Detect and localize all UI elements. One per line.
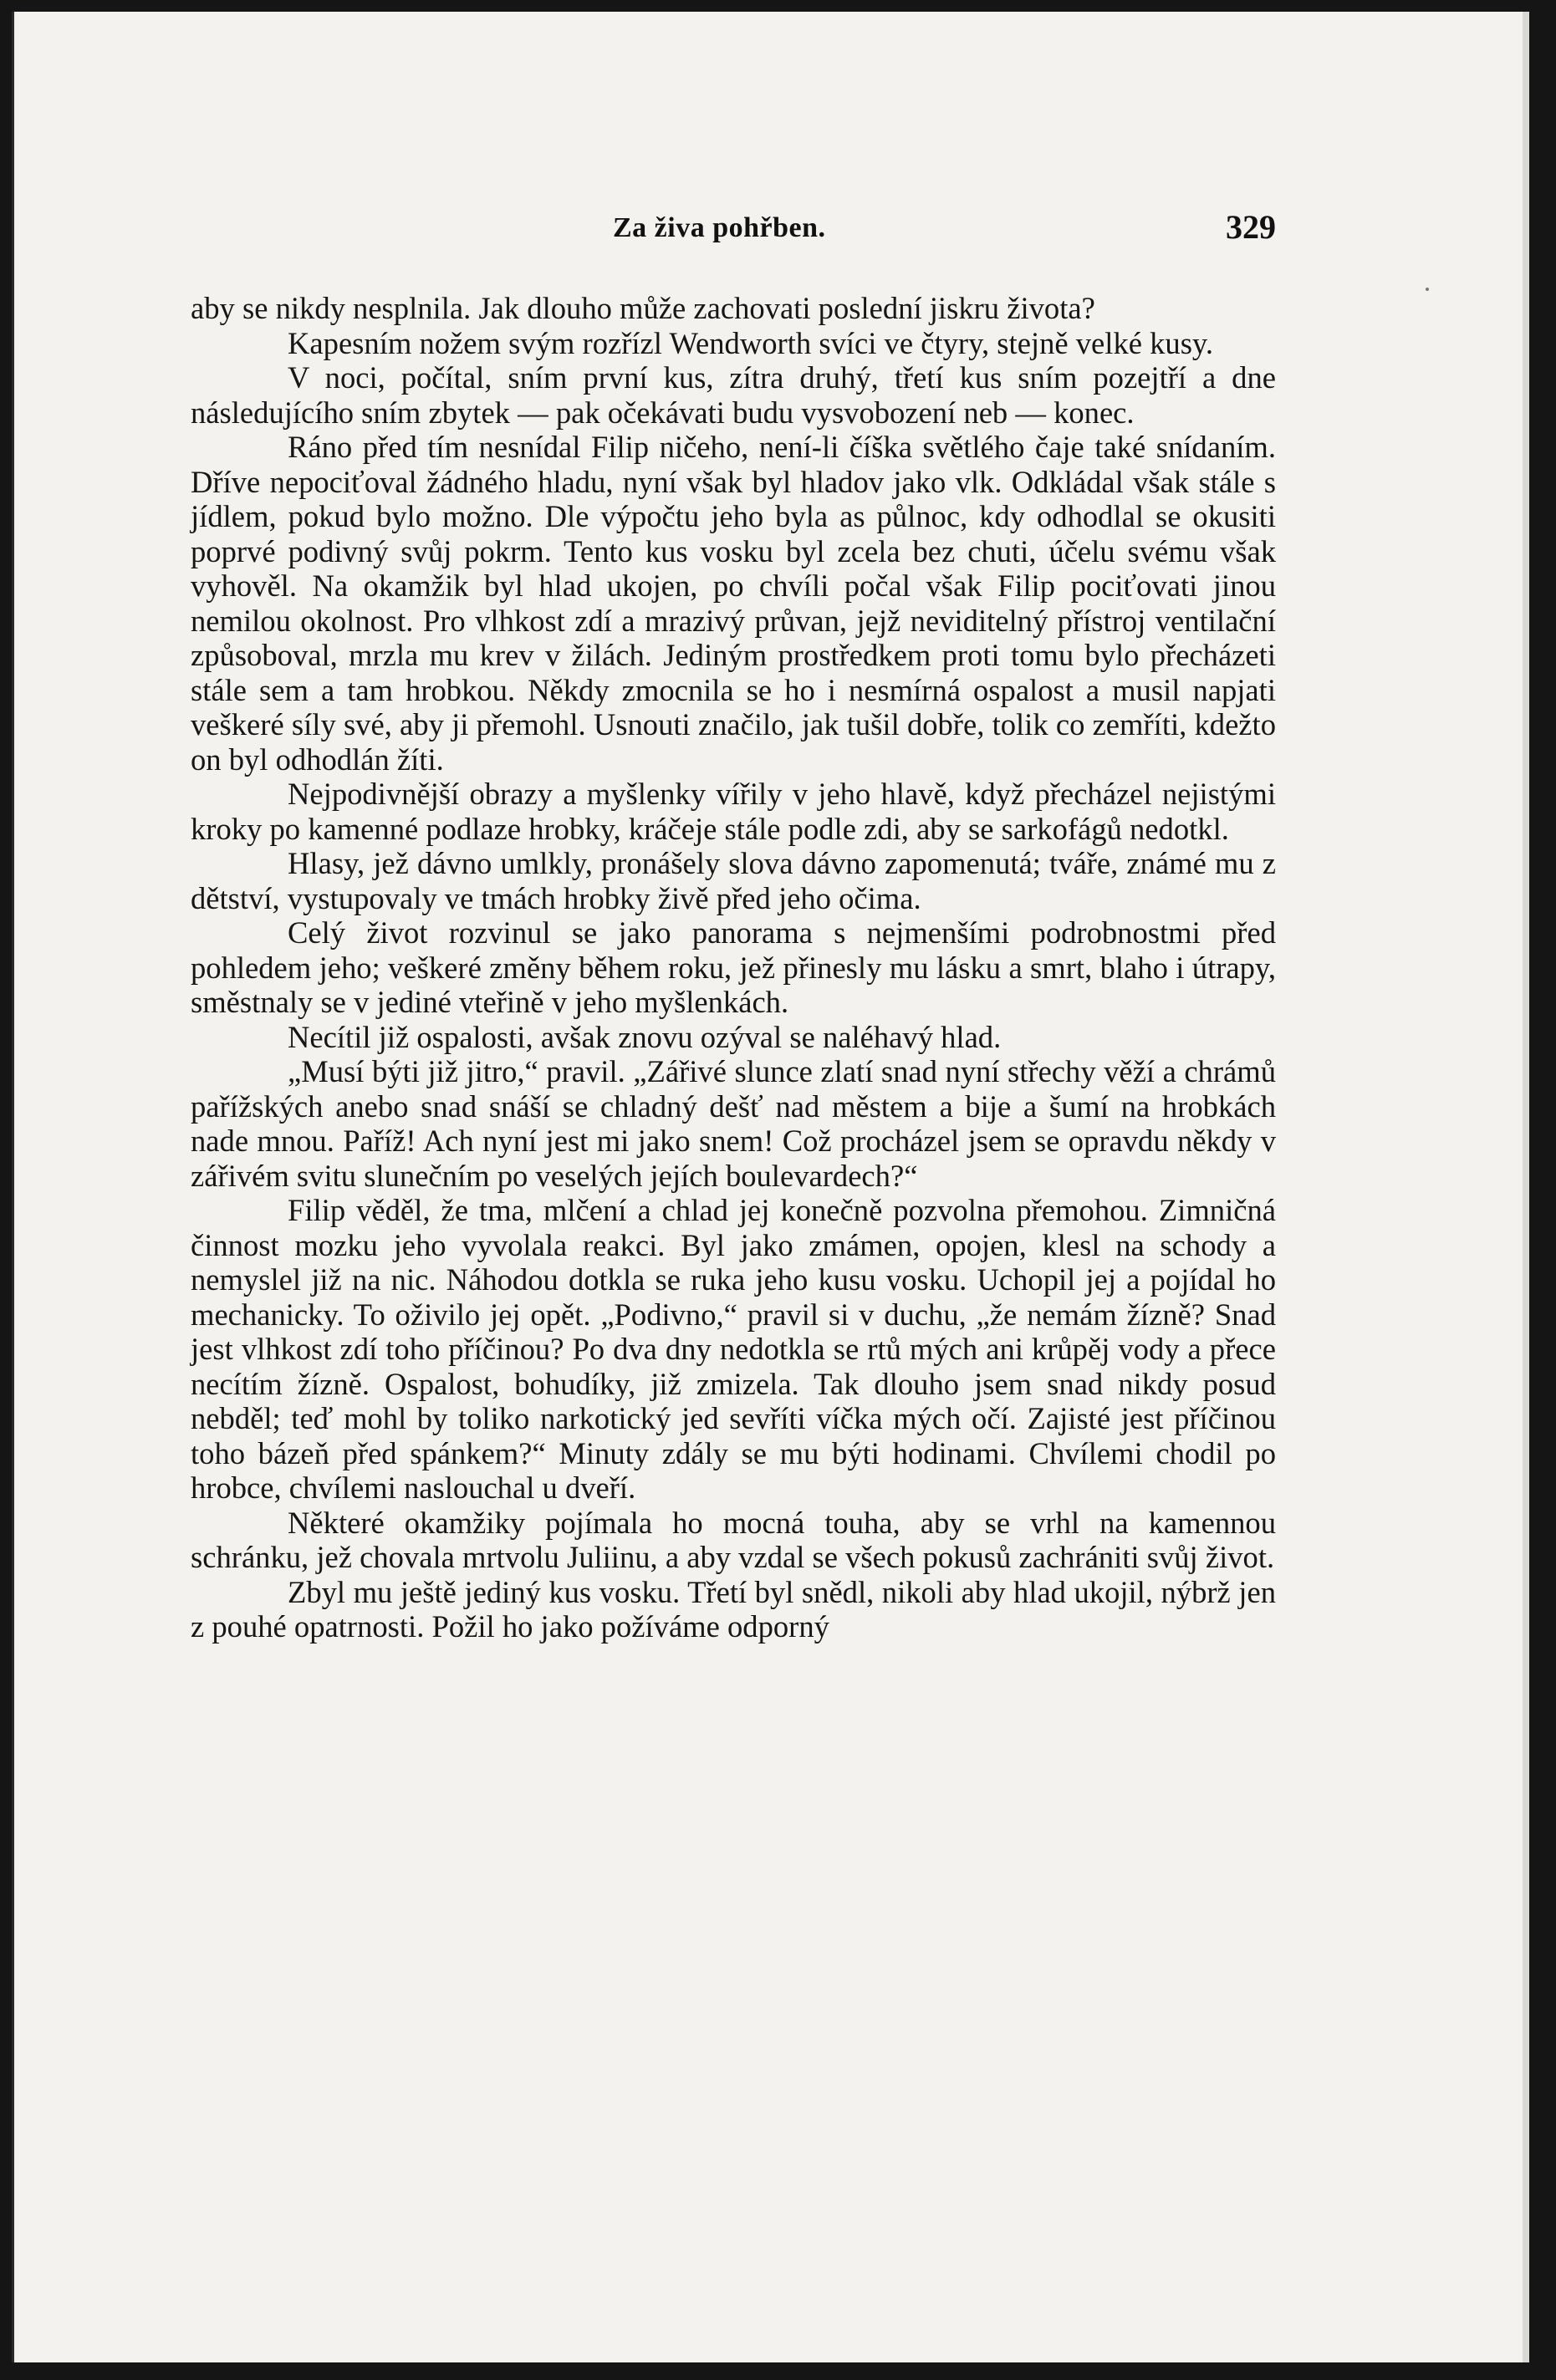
page-edge <box>1523 12 1529 2362</box>
paragraph: „Musí býti již jitro,“ pravil. „Zářivé slunce zlatí snad nyní střechy věží a chrámů pařížských anebo snad snáší se chladný dešť nad městem a bije a šumí na hrobkách nade mnou. Paříž! Ach nyní jest mi jako snem! Což procházel jsem se opravdu někdy v zářivém svitu slunečním po veselých jejích boulevardech?“ <box>191 1054 1276 1193</box>
body-text <box>191 291 1276 1644</box>
paragraph: Necítil již ospalosti, avšak znovu ozýval se naléhavý hlad. <box>288 1019 1002 1054</box>
paragraph: Kapesním nožem svým rozřízl Wendworth svíci ve čtyry, stejně velké kusy. <box>288 325 1213 360</box>
page-header <box>191 207 1276 257</box>
paragraph: Filip věděl, že tma, mlčení a chlad jej konečně pozvolna přemohou. Zimničná činnost mozku jeho vyvolala reakci. Byl jako zmámen, opojen, klesl na schody a nemyslel již na nic. Náhodou dotkla se ruka jeho kusu vosku. Uchopil jej a pojídal ho mechanicky. To oživilo jej opět. „Podivno,“ pravil si v duchu, „že nemám žízně? Snad jest vlhkost zdí toho příčinou? Po dva dny nedotkla se rtů mých ani krůpěj vody a přece necítím žízně. Ospalost, bohudíky, již zmizela. Tak dlouho jsem snad nikdy posud nebděl; teď mohl by toliko narkotický jed sevříti víčka mých očí. Zajisté jest příčinou toho bázeň před spánkem?“ Minuty zdály se mu býti hodinami. Chvílemi chodil po hrobce, chvílemi naslouchal u dveří. <box>191 1193 1276 1505</box>
paragraph: Zbyl mu ještě jediný kus vosku. Třetí byl snědl, nikoli aby hlad ukojil, nýbrž jen z pouhé opatrnosti. Požil ho jako požíváme odporný <box>191 1574 1276 1644</box>
paragraph: Nejpodivnější obrazy a myšlenky vířily v jeho hlavě, když přecházel nejistými kroky po kamenné podlaze hrobky, kráčeje stále podle zdi, aby se sarkofágů nedotkl. <box>191 777 1276 846</box>
paragraph: Některé okamžiky pojímala ho mocná touha, aby se vrhl na kamennou schránku, jež chovala mrtvolu Juliinu, a aby vzdal se všech pokusů zachrániti svůj život. <box>191 1505 1276 1574</box>
running-title: Za živa pohřben. <box>613 212 826 243</box>
page-number: 329 <box>1226 208 1276 246</box>
paragraph: Hlasy, jež dávno umlkly, pronášely slova dávno zapomenutá; tváře, známé mu z dětství, vystupovaly ve tmách hrobky živě před jeho očima. <box>191 846 1276 915</box>
paragraph: V noci, počítal, sním první kus, zítra druhý, třetí kus sním pozejtří a dne následujícího sním zbytek — pak očekávati budu vysvobození neb — konec. <box>191 360 1276 430</box>
paragraph: Ráno před tím nesnídal Filip ničeho, není-li číška světlého čaje také snídaním. Dříve nepociťoval žádného hladu, nyní však byl hladov jako vlk. Odkládal však stále s jídlem, pokud bylo možno. Dle výpočtu jeho byla as půlnoc, kdy odhodlal se okusiti poprvé podivný svůj pokrm. Tento kus vosku byl zcela bez chuti, účelu svému však vyhověl. Na okamžik byl hlad ukojen, po chvíli počal však Filip pociťovati jinou nemilou okolnost. Pro vlhkost zdí a mrazivý průvan, jejž neviditelný přístroj ventilační způsoboval, mrzla mu krev v žilách. Jediným prostředkem proti tomu bylo přecházeti stále sem a tam hrobkou. Někdy zmocnila se ho i nesmírná ospalost a musil napjati veškeré síly své, aby ji přemohl. Usnouti značilo, jak tušil dobře, tolik co zemříti, kdežto on byl odhodlán žíti. <box>191 430 1276 777</box>
paragraph: aby se nikdy nesplnila. Jak dlouho může zachovati poslední jiskru života? <box>191 291 1095 325</box>
paragraph: Celý život rozvinul se jako panorama s nejmenšími podrobnostmi před pohledem jeho; veškeré změny během roku, jež přinesly mu lásku a smrt, blaho i útrapy, směstnaly se v jediné vteřině v jeho myšlenkách. <box>191 915 1276 1019</box>
scan-speck <box>1426 288 1429 291</box>
